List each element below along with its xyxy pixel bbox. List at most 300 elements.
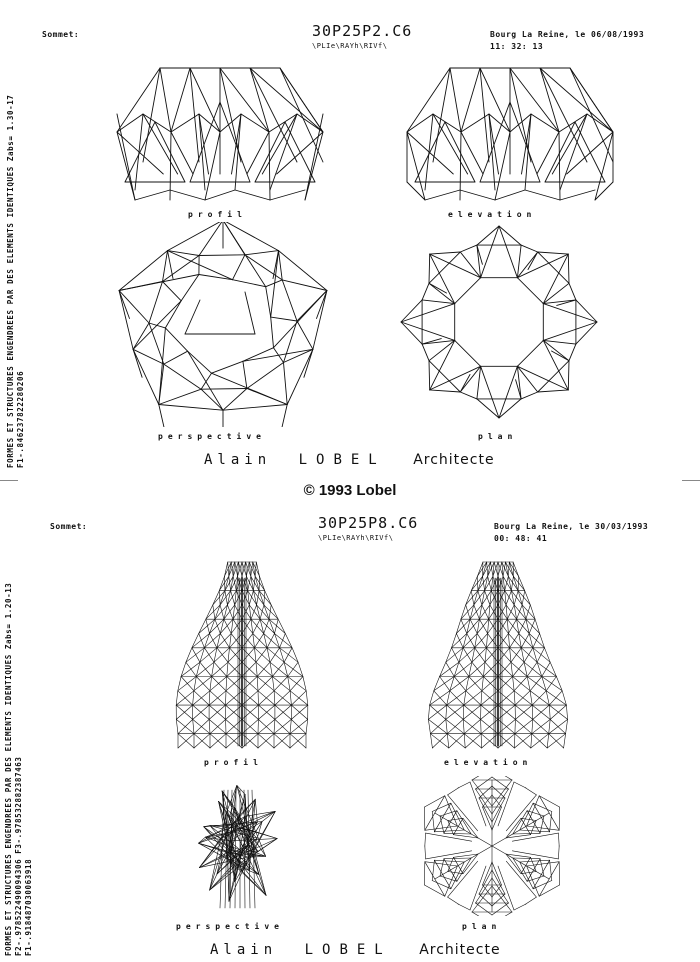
wireframe-edge (474, 605, 480, 619)
wireframe-edge (532, 719, 533, 733)
wireframe-edge (525, 190, 560, 200)
wireframe-edge (444, 833, 471, 834)
wireframe-edge (564, 734, 566, 748)
wireframe-edge (569, 283, 576, 300)
wireframe-edge (446, 662, 454, 676)
wireframe-edge (479, 619, 487, 633)
wireframe-edge (226, 677, 227, 691)
wireframe-edge (279, 251, 283, 280)
wireframe-edge (527, 862, 560, 866)
wireframe-edge (117, 114, 135, 200)
wireframe-edge (558, 846, 559, 859)
wireframe-edge (456, 634, 463, 648)
sheet-code: 30P25P8.C6 (318, 514, 419, 532)
view-label-profil: profil (188, 210, 247, 219)
wireframe-edge (560, 190, 595, 200)
wireframe-edge (135, 114, 143, 190)
wireframe-edge (476, 903, 493, 915)
wireframe-edge (448, 818, 463, 820)
wireframe-edge (277, 132, 323, 174)
wireframe-edge (181, 275, 199, 301)
wireframe-edge (192, 648, 200, 662)
wireframe-edge (282, 280, 297, 321)
wireframe-edge (219, 576, 229, 590)
wireframe-edge (170, 190, 205, 200)
wireframe-edge (481, 719, 482, 733)
view-label-elevation: elevation (448, 210, 537, 219)
wireframe-edge (467, 634, 475, 648)
signature-last-name: LOBEL (298, 452, 386, 468)
wireframe-edge (452, 648, 459, 662)
wireframe-edge (433, 114, 461, 132)
wireframe-edge (280, 634, 286, 648)
wireframe-edge (188, 351, 223, 410)
wireframe-edge (472, 780, 492, 806)
wireframe-edge (510, 634, 519, 648)
wireframe-edge (552, 351, 570, 361)
wireframe-edge (290, 719, 308, 733)
wireframe-edge (253, 619, 260, 633)
sommet-label: Sommet: (42, 30, 80, 39)
wireframe-edge (271, 605, 278, 619)
wireframe-edge (533, 803, 552, 811)
wireframe-edge (547, 734, 549, 748)
wireframe-edge (458, 782, 470, 788)
wireframe-edge (460, 392, 477, 399)
wireframe-edge (513, 833, 540, 834)
wireframe-edge (233, 255, 245, 280)
wireframe-edge (463, 705, 464, 719)
wireframe-edge (506, 835, 531, 838)
wireframe-edge (470, 782, 486, 826)
wireframe-edge (253, 634, 255, 648)
wireframe-edge (217, 634, 231, 648)
wireframe-edge (264, 605, 269, 619)
wireframe-edge (235, 114, 241, 190)
wireframe-edge (291, 691, 306, 705)
wireframe-edge (513, 858, 540, 859)
wireframe-edge (543, 340, 576, 344)
sommet-label: Sommet: (50, 522, 88, 531)
wireframe-edge (199, 255, 245, 256)
wireframe-edge (520, 860, 550, 862)
wireframe-edge (510, 102, 540, 182)
wireframe-edge (478, 591, 482, 605)
perspective-view-drawing (168, 776, 308, 916)
wireframe-edge (444, 858, 471, 859)
wireframe-edge (492, 807, 502, 830)
wireframe-edge (460, 375, 470, 393)
wireframe-edge (233, 280, 266, 287)
wireframe-edge (260, 619, 274, 633)
wireframe-edge (485, 591, 490, 605)
wireframe-edge (271, 317, 274, 348)
wireframe-edge (517, 366, 537, 392)
wireframe-edge (492, 798, 505, 822)
wireframe-edge (278, 619, 285, 633)
wireframe-edge (463, 648, 472, 662)
wireframe-edge (429, 361, 460, 392)
wireframe-edge (225, 576, 229, 590)
wireframe-edge (519, 576, 525, 590)
wireframe-edge (281, 405, 287, 428)
wireframe-edge (470, 619, 477, 633)
wireframe-edge (143, 114, 178, 174)
wireframe-edge (257, 677, 258, 691)
wireframe-edge (514, 691, 515, 705)
wireframe-edge (458, 904, 470, 910)
wireframe-edge (407, 68, 450, 132)
wireframe-edge (194, 719, 209, 733)
wireframe-edge (143, 114, 171, 132)
wireframe-edge (477, 576, 478, 590)
wireframe-edge (143, 68, 160, 162)
wireframe-edge (469, 677, 482, 691)
wireframe-edge (533, 634, 540, 648)
wireframe-edge (521, 245, 538, 252)
wireframe-edge (306, 719, 308, 733)
place-date: Bourg La Reine, le 06/08/1993 (490, 30, 645, 39)
place-date: Bourg La Reine, le 30/03/1993 (494, 522, 649, 531)
wireframe-edge (514, 904, 526, 910)
wireframe-edge (425, 833, 426, 846)
wireframe-edge (284, 648, 292, 662)
wireframe-edge (483, 795, 493, 807)
wireframe-edge (199, 114, 209, 174)
wireframe-edge (538, 361, 569, 392)
wireframe-edge (514, 677, 527, 691)
wireframe-edge (425, 846, 426, 859)
wireframe-edge (212, 662, 228, 676)
wireframe-edge (284, 363, 288, 405)
wireframe-edge (193, 719, 194, 733)
wireframe-edge (498, 866, 514, 910)
wireframe-edge (288, 677, 290, 691)
wireframe-edge (259, 591, 271, 605)
wireframe-edge (466, 591, 472, 605)
wireframe-edge (243, 361, 247, 388)
wireframe-edge (251, 605, 257, 619)
wireframe-edge (514, 734, 515, 748)
wireframe-edge (512, 851, 558, 859)
wireframe-edge (432, 803, 451, 811)
wireframe-edge (506, 591, 511, 605)
wireframe-edge (485, 648, 486, 662)
signature-last-name: LOBEL (304, 942, 392, 958)
wireframe-edge (119, 291, 149, 324)
wireframe-edge (514, 691, 532, 705)
divider-fragment (0, 480, 18, 481)
wireframe-edge (454, 677, 466, 691)
wireframe-edge (430, 734, 432, 748)
wireframe-edge (567, 132, 613, 174)
wireframe-edge (199, 634, 205, 648)
view-label-elevation: elevation (444, 758, 533, 767)
wireframe-edge (569, 344, 576, 361)
time-stamp: 00: 48: 41 (494, 534, 548, 543)
wireframe-edge (422, 300, 455, 304)
time-stamp: 11: 32: 13 (490, 42, 544, 51)
wireframe-edge (256, 648, 267, 662)
wireframe-edge (505, 576, 509, 590)
perspective-view-drawing (115, 222, 335, 427)
wireframe-edge (492, 846, 549, 879)
wireframe-edge (267, 634, 274, 648)
wireframe-edge (513, 677, 515, 691)
wireframe-edge (489, 605, 490, 619)
elevation-view-drawing (428, 558, 568, 753)
wireframe-edge (531, 734, 532, 748)
wireframe-edge (119, 291, 129, 319)
wireframe-edge (527, 826, 560, 830)
wireframe-edge (220, 605, 224, 619)
wireframe-edge (215, 619, 220, 633)
wireframe-edge (454, 854, 479, 857)
wireframe-edge (425, 862, 458, 866)
wireframe-edge (168, 222, 224, 251)
wireframe-edge (518, 576, 519, 590)
wireframe-edge (228, 861, 229, 902)
elevation-view-drawing (405, 62, 615, 207)
wireframe-edge (533, 881, 552, 889)
wireframe-edge (460, 190, 495, 200)
wireframe-edge (492, 813, 549, 846)
wireframe-edge (290, 691, 291, 705)
wireframe-edge (313, 291, 327, 350)
wireframe-edge (448, 788, 459, 795)
wireframe-edge (476, 777, 493, 789)
wireframe-edge (514, 782, 526, 788)
wireframe-edge (464, 691, 482, 705)
wireframe-edge (506, 605, 516, 619)
wireframe-edge (542, 677, 546, 691)
wireframe-edge (407, 132, 425, 200)
wireframe-edge (193, 691, 194, 705)
wireframe-edge (450, 677, 469, 691)
wireframe-edge (543, 304, 597, 322)
wireframe-edge (479, 870, 492, 894)
wireframe-edge (434, 860, 464, 862)
wireframe-edge (290, 719, 291, 733)
wireframe-edge (199, 619, 206, 633)
wireframe-edge (214, 662, 227, 676)
signature-role: Architecte (419, 942, 501, 958)
wireframe-edge (527, 677, 546, 691)
wireframe-edge (447, 734, 449, 748)
side-caption: FORMES ET STRUCTURES ENGENDREES PAR DES ELEMENTS IDENTIQUES Zabs= 1.20-13 (4, 582, 13, 956)
profile-view-drawing (115, 62, 325, 207)
wireframe-edge (515, 691, 530, 705)
wireframe-edge (249, 591, 253, 605)
wireframe-edge (478, 576, 483, 590)
wireframe-edge (213, 591, 225, 605)
wireframe-edge (509, 562, 513, 576)
view-label-perspective: perspective (158, 432, 266, 441)
side-caption: FORMES ET STRUCTURES ENGENDREES PAR DES ELEMENTS IDENTIQUES Zabs= 1.30-17 (6, 94, 15, 468)
wireframe-edge (196, 662, 214, 676)
wireframe-edge (164, 351, 188, 364)
wireframe-edge (429, 283, 455, 303)
wireframe-edge (511, 662, 513, 676)
wireframe-edge (552, 114, 587, 174)
wireframe-edge (492, 862, 502, 885)
wireframe-edge (517, 252, 537, 278)
wireframe-edge (280, 68, 323, 162)
wireframe-edge (537, 648, 544, 662)
wireframe-edge (524, 648, 533, 662)
wireframe-edge (475, 648, 485, 662)
wireframe-edge (285, 634, 292, 648)
wireframe-edge (450, 677, 454, 691)
wireframe-edge (429, 340, 455, 360)
wireframe-edge (225, 562, 228, 576)
wireframe-edge (543, 340, 569, 360)
wireframe-edge (455, 278, 481, 304)
wireframe-edge (210, 825, 231, 826)
wireframe-edge (430, 691, 434, 705)
wireframe-edge (429, 252, 460, 283)
wireframe-edge (434, 830, 464, 832)
wireframe-edge (159, 405, 165, 428)
wireframe-edge (425, 826, 458, 830)
signature-first-name: Alain (210, 942, 278, 958)
wireframe-edge (549, 705, 550, 719)
wireframe-edge (246, 562, 249, 576)
wireframe-edge (522, 114, 532, 174)
wireframe-edge (482, 605, 489, 619)
wireframe-edge (507, 605, 514, 619)
wireframe-edge (486, 634, 487, 648)
wireframe-edge (471, 576, 477, 590)
wireframe-edge (256, 562, 259, 576)
wireframe-edge (517, 605, 523, 619)
wireframe-edge (178, 719, 193, 733)
wireframe-edge (259, 591, 264, 605)
wireframe-edge (483, 807, 493, 830)
wireframe-edge (210, 634, 217, 648)
copyright-notice: © 1993 Lobel (303, 482, 397, 499)
wireframe-edge (513, 576, 518, 590)
wireframe-edge (248, 576, 251, 590)
wireframe-edge (520, 830, 550, 832)
wireframe-edge (483, 662, 485, 676)
wireframe-edge (529, 619, 535, 633)
profile-view-drawing (172, 558, 312, 753)
drawing-sheet-bottom (0, 508, 700, 962)
wireframe-edge (521, 392, 538, 399)
wireframe-edge (550, 705, 566, 719)
wireframe-edge (193, 691, 210, 705)
wireframe-edge (206, 605, 213, 619)
wireframe-edge (176, 691, 194, 705)
wireframe-edge (233, 576, 236, 590)
wireframe-edge (255, 648, 257, 662)
wireframe-edge (521, 818, 536, 820)
wireframe-edge (265, 591, 272, 605)
wireframe-edge (435, 813, 492, 846)
wireframe-edge (527, 662, 537, 676)
wireframe-edge (133, 349, 159, 404)
wireframe-edge (284, 349, 313, 362)
wireframe-edge (165, 328, 187, 351)
wireframe-edge (407, 114, 433, 132)
wireframe-edge (460, 245, 477, 252)
wireframe-edge (432, 881, 451, 889)
wireframe-edge (269, 114, 297, 132)
wireframe-edge (472, 662, 484, 676)
wireframe-edge (425, 114, 433, 190)
wireframe-edge (483, 562, 487, 576)
wireframe-edge (488, 576, 492, 590)
wireframe-edge (430, 252, 461, 254)
wireframe-edge (489, 114, 495, 190)
wireframe-edge (546, 677, 556, 691)
wireframe-edge (530, 691, 532, 705)
wireframe-edge (227, 605, 233, 619)
wireframe-edge (164, 364, 201, 389)
wireframe-edge (176, 691, 178, 705)
wireframe-edge (220, 591, 225, 605)
wireframe-edge (133, 349, 142, 377)
wireframe-edge (446, 719, 448, 733)
wireframe-edge (492, 870, 505, 894)
wireframe-edge (542, 662, 550, 676)
wireframe-edge (209, 691, 210, 705)
wireframe-edge (519, 619, 526, 633)
wireframe-edge (435, 846, 492, 879)
wireframe-edge (245, 251, 279, 255)
wireframe-edge (428, 705, 446, 719)
wireframe-edge (275, 691, 290, 705)
wireframe-edge (245, 292, 255, 334)
wireframe-edge (429, 283, 447, 293)
wireframe-edge (532, 719, 550, 733)
wireframe-edge (483, 862, 493, 885)
wireframe-edge (266, 287, 271, 317)
wireframe-edge (481, 691, 482, 705)
wireframe-edge (428, 719, 430, 733)
wireframe-edge (235, 190, 270, 200)
wireframe-edge (525, 591, 531, 605)
wireframe-edge (459, 662, 469, 676)
wireframe-edge (472, 886, 492, 912)
wireframe-edge (440, 677, 450, 691)
wireframe-edge (219, 591, 220, 605)
wireframe-edge (226, 691, 227, 705)
wireframe-edge (194, 677, 196, 691)
wireframe-edge (210, 677, 212, 691)
wireframe-edge (521, 634, 529, 648)
wireframe-edge (461, 68, 480, 132)
side-caption-values: F1-.846237822280206 (16, 370, 25, 468)
wireframe-edge (507, 619, 508, 633)
wireframe-edge (525, 114, 531, 190)
wireframe-edge (483, 885, 493, 897)
wireframe-edge (256, 662, 272, 676)
wireframe-edge (223, 222, 279, 251)
wireframe-edge (513, 576, 524, 590)
wireframe-edge (549, 719, 551, 733)
wireframe-edge (477, 366, 481, 399)
wireframe-edge (559, 114, 587, 132)
wireframe-edge (317, 291, 327, 319)
wireframe-edge (253, 634, 267, 648)
wireframe-edge (470, 866, 486, 910)
wireframe-edge (223, 389, 247, 411)
wireframe-edge (171, 68, 190, 132)
wireframe-edge (448, 872, 463, 874)
wireframe-edge (506, 854, 531, 857)
